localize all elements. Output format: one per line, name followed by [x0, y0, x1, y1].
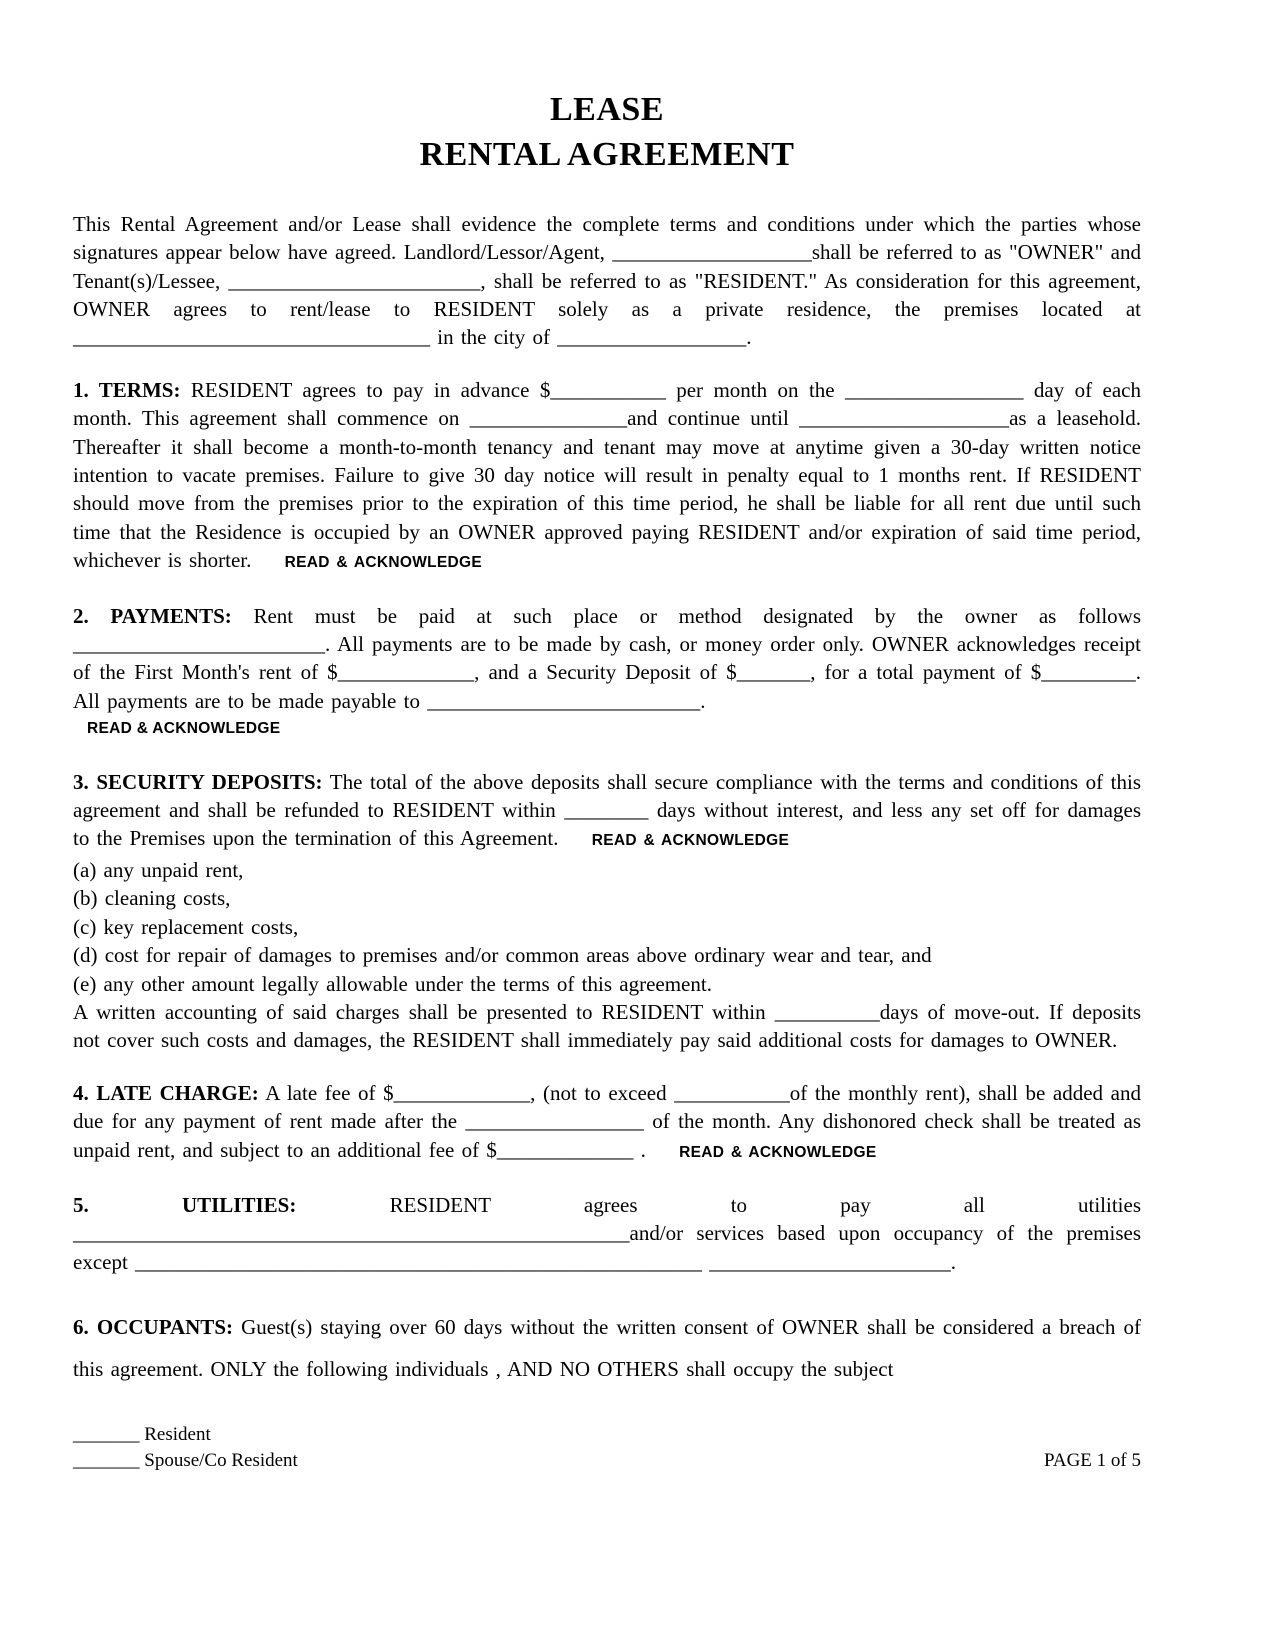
doc-title-line2: RENTAL AGREEMENT [419, 135, 795, 173]
section-security-paragraph [73, 768, 1141, 856]
section-payments-heading: 2. PAYMENTS: [73, 603, 232, 628]
security-item-c: (c) key replacement costs, [73, 914, 299, 939]
section-terms-body: RESIDENT agrees to pay in advance $___________ per month on the _________________ day of each month. This agreement shall commence on _______________and continue until ____________________as a leasehold. Thereafter it shall become a month-to-month tenancy and tenant may move at anytime given a 30-day written notice intention to vacate premises. Failure to give 30 day notice will result in penalty equal to 1 months rent. If RESIDENT should move from the premises prior to the expiration of this time period, he shall be liable for all rent due until such time that the Residence is occupied by an OWNER approved paying RESIDENT and/or expiration of said time period, whichever is shorter. [73, 377, 1142, 573]
section-occupants-body: Guest(s) staying over 60 days without the written consent of OWNER shall be considered a breach of this agreement. ONLY the following individuals , AND NO OTHERS shall occupy the subject [73, 1315, 1141, 1382]
section-late-charge [73, 1079, 1141, 1167]
doc-title [73, 88, 1141, 178]
spouse-signature-blank: _______ [73, 1450, 140, 1471]
section-terms-heading: 1. TERMS: [73, 377, 181, 402]
section-utilities-heading: 5. UTILITIES: [73, 1192, 297, 1217]
resident-signature-label: Resident [144, 1424, 211, 1445]
section-utilities-body: RESIDENT agrees to pay all utilities _____________________________________________________and/or services based upon occupancy of the premises except ______________________________________________________ _______________________. [73, 1192, 1141, 1274]
spouse-signature-line [73, 1448, 298, 1474]
security-item-e: (e) any other amount legally allowable under the terms of this agreement. [73, 971, 712, 996]
spouse-signature-label: Spouse/Co Resident [144, 1450, 298, 1471]
security-item-b: (b) cleaning costs, [73, 886, 231, 911]
doc-title-line1: LEASE [550, 91, 664, 128]
section-payments-paragraph [73, 602, 1141, 716]
security-item-a: (a) any unpaid rent, [73, 857, 244, 882]
section-security-body: The total of the above deposits shall secure compliance with the terms and conditions of this agreement and shall be refunded to RESIDENT within ________ days without interest, and less any set off for damages to the Premises upon the termination of this Agreement. [73, 769, 1141, 851]
read-acknowledge-label: READ & ACKNOWLEDGE [284, 554, 483, 572]
section-late-charge-body: A late fee of $_____________, (not to exceed ___________of the monthly rent), shall be added and due for any payment of rent made after the _________________ of the month. Any dishonored check shall be treated as unpaid rent, and subject to an additional fee of $_____________ . [73, 1080, 1141, 1162]
read-acknowledge-label: READ & ACKNOWLEDGE [591, 832, 790, 850]
read-acknowledge-label: READ & ACKNOWLEDGE [679, 1143, 877, 1161]
page-footer [73, 1422, 1141, 1474]
resident-signature-line [73, 1422, 298, 1448]
section-utilities [73, 1191, 1141, 1276]
section-occupants-heading: 6. OCCUPANTS: [73, 1315, 233, 1340]
read-acknowledge-label: READ & ACKNOWLEDGE [87, 720, 281, 738]
signature-lines [73, 1422, 298, 1474]
section-security-heading: 3. SECURITY DEPOSITS: [73, 769, 323, 794]
section-late-charge-heading: 4. LATE CHARGE: [73, 1080, 259, 1105]
section-payments [73, 602, 1141, 744]
security-item-d: (d) cost for repair of damages to premises and/or common areas above ordinary wear and tear, and [73, 943, 932, 968]
resident-signature-blank: _______ [73, 1424, 140, 1445]
page-number: PAGE 1 of 5 [1044, 1450, 1141, 1471]
section-security-accounting: A written accounting of said charges shall be presented to RESIDENT within __________days of move-out. If deposits not cover such costs and damages, the RESIDENT shall immediately pay said additional costs for damages to OWNER. [73, 999, 1141, 1053]
section-terms [73, 376, 1141, 578]
section-payments-body: Rent must be paid at such place or method designated by the owner as follows ________________________. All payments are to be made by cash, or money order only. OWNER acknowledges receipt of the First Month's rent of $_____________, and a Security Deposit of $_______, for a total payment of $_________. All payments are to be made payable to __________________________. [73, 603, 1142, 713]
intro-paragraph: This Rental Agreement and/or Lease shall evidence the complete terms and conditions under which the parties whose signatures appear below have agreed. Landlord/Lessor/Agent, ___________________shall be referred to as "OWNER" and Tenant(s)/Lessee, ________________________, shall be referred to as "RESIDENT." As consideration for this agreement, OWNER agrees to rent/lease to RESIDENT solely as a private residence, the premises located at __________________________________ in the city of __________________. [73, 211, 1141, 350]
section-occupants [73, 1306, 1141, 1390]
section-security-deposits [73, 768, 1141, 1055]
